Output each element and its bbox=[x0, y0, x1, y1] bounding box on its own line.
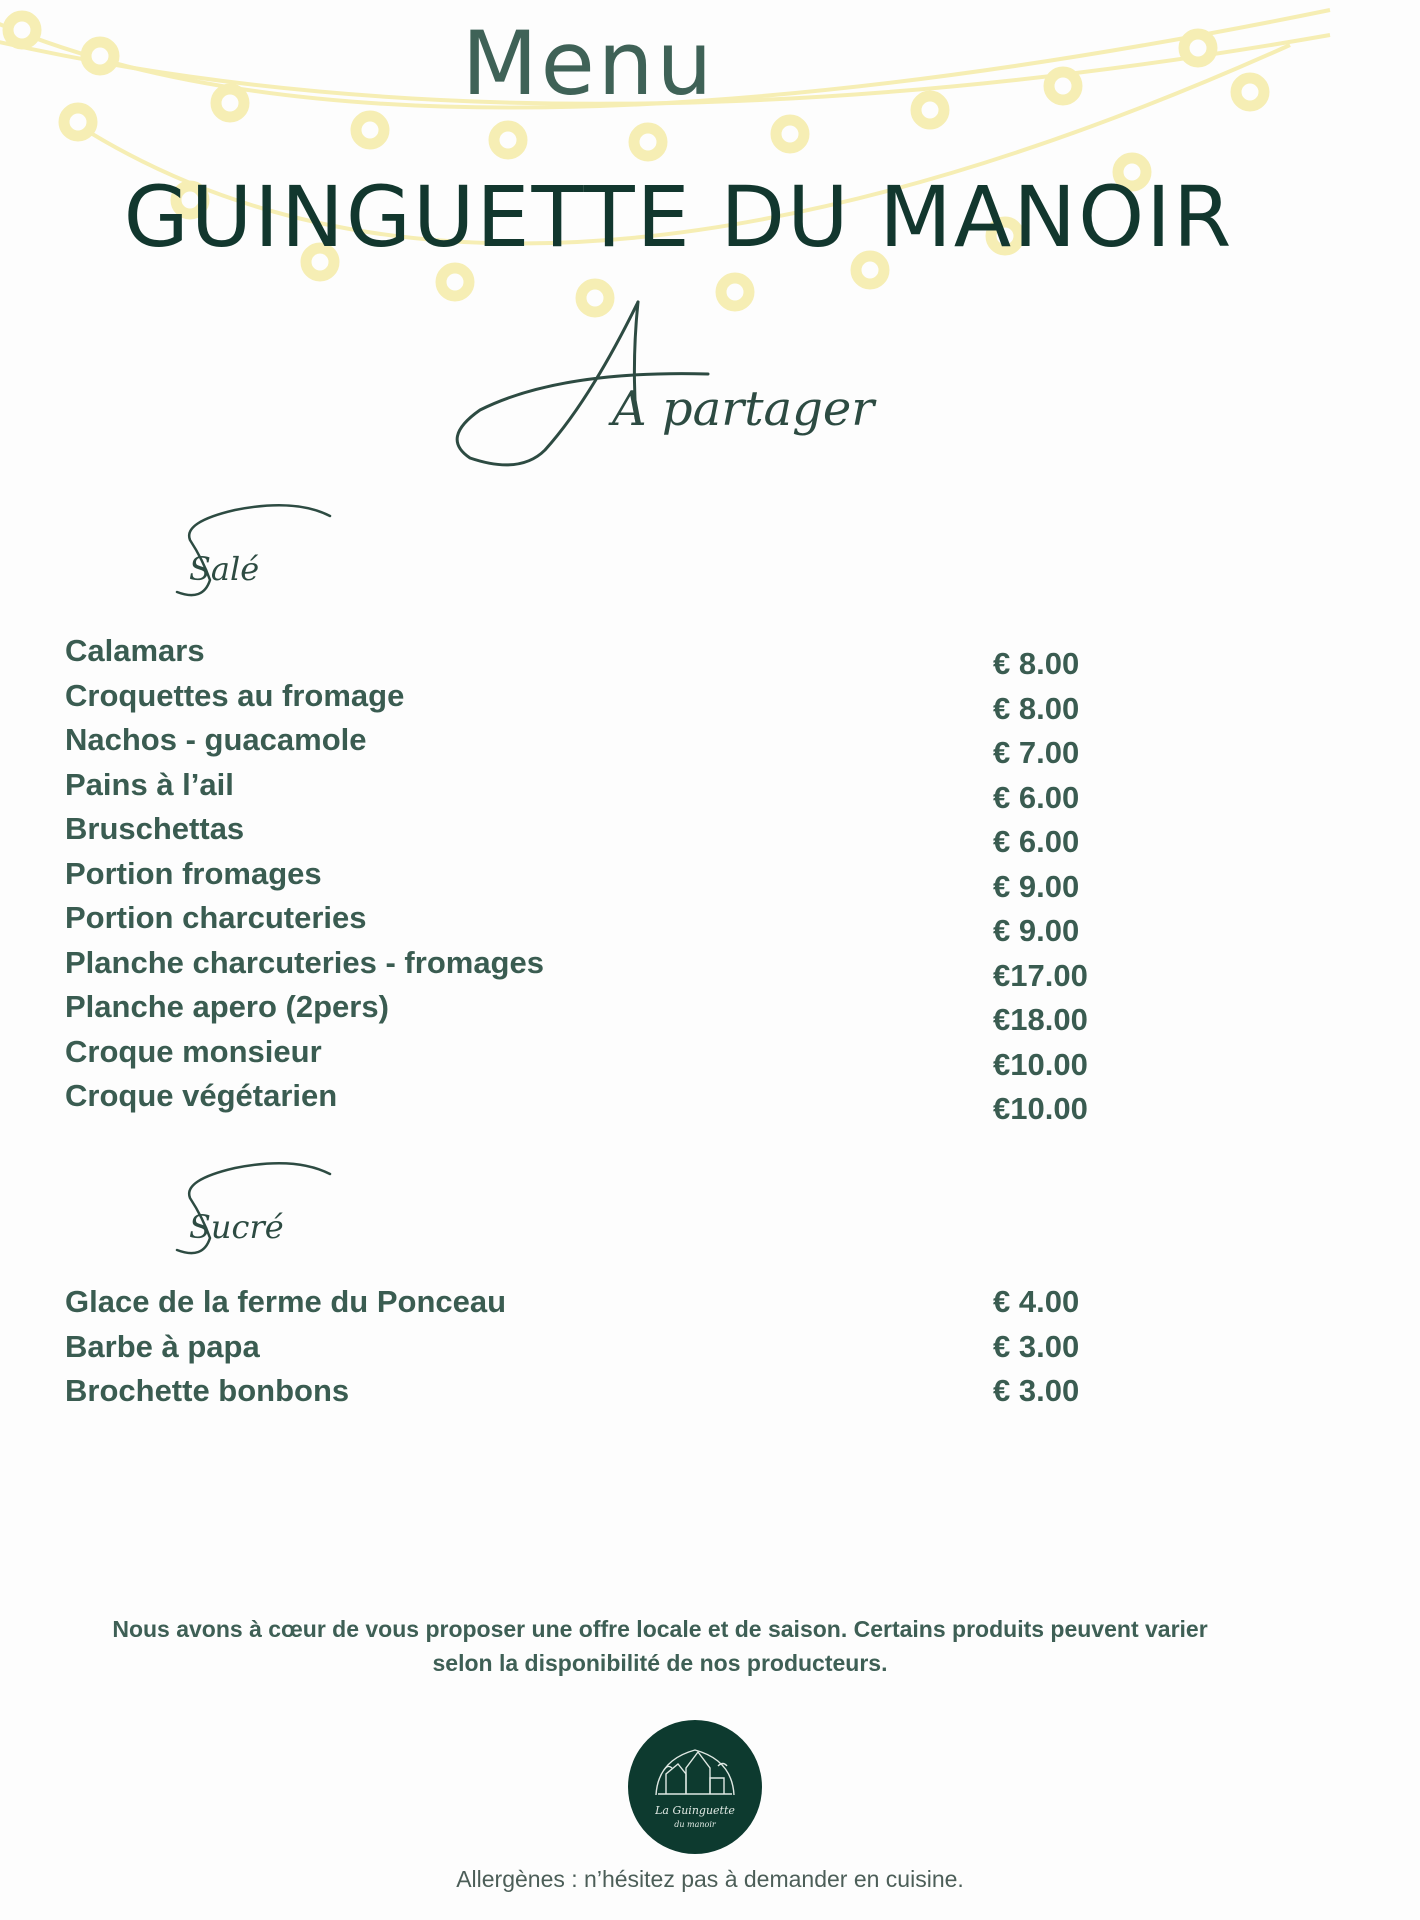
menu-item-row bbox=[65, 855, 1105, 904]
heading-sucre bbox=[175, 1158, 365, 1268]
allergens-note: Allergènes : n’hésitez pas à demander en cuisine. bbox=[456, 1866, 964, 1892]
heading-sale bbox=[175, 500, 345, 610]
menu-item-row bbox=[65, 944, 1105, 993]
menu-item-price: € 3.00 bbox=[993, 1328, 1080, 1364]
heading-sale-text: Salé bbox=[189, 550, 260, 588]
menu-item-name: Pains à l’ail bbox=[65, 766, 234, 802]
sucre-item-list bbox=[65, 1284, 1105, 1418]
menu-item-name: Bruschettas bbox=[65, 811, 245, 846]
menu-item-price: € 7.00 bbox=[993, 735, 1080, 770]
logo-line-2: du manoir bbox=[674, 1820, 716, 1829]
garland-bulb bbox=[494, 126, 522, 154]
garland-bulb bbox=[1184, 34, 1212, 62]
guinguette-logo bbox=[628, 1720, 762, 1854]
menu-item-name: Nachos - guacamole bbox=[65, 722, 367, 757]
menu-item-price: € 9.00 bbox=[993, 913, 1080, 948]
menu-item-row bbox=[65, 677, 1105, 726]
menu-item-row bbox=[65, 766, 1105, 815]
menu-item-name: Croque monsieur bbox=[65, 1033, 322, 1069]
menu-item-name: Barbe à papa bbox=[65, 1328, 260, 1364]
menu-item-price: € 9.00 bbox=[993, 868, 1080, 904]
menu-item-row bbox=[65, 1078, 1105, 1126]
menu-item-price: € 8.00 bbox=[993, 646, 1080, 681]
garland-bulb bbox=[1236, 78, 1264, 106]
menu-item-name: Portion fromages bbox=[65, 855, 322, 891]
menu-item-row bbox=[65, 900, 1105, 948]
menu-item-name: Planche apero (2pers) bbox=[65, 989, 389, 1024]
menu-item-name: Calamars bbox=[65, 633, 205, 668]
menu-item-price: € 6.00 bbox=[993, 779, 1080, 815]
sale-item-list bbox=[65, 633, 1105, 1126]
menu-item-row bbox=[65, 722, 1105, 770]
restaurant-name: GUINGUETTE DU MANOIR bbox=[123, 168, 1234, 266]
garland-bulb bbox=[776, 120, 804, 148]
menu-item-price: € 8.00 bbox=[993, 690, 1080, 726]
menu-item-row bbox=[65, 1329, 1105, 1374]
logo-line-1: La Guinguette bbox=[655, 1804, 735, 1817]
subtitle-a-partager bbox=[440, 290, 875, 470]
menu-item-name: Portion charcuteries bbox=[65, 900, 367, 935]
menu-item-row bbox=[65, 633, 1105, 681]
menu-item-row bbox=[65, 1033, 1105, 1082]
garland-bulb bbox=[634, 128, 662, 156]
menu-item-row bbox=[65, 989, 1105, 1037]
menu-item-name: Planche charcuteries - fromages bbox=[65, 944, 544, 980]
menu-item-price: €10.00 bbox=[993, 1091, 1088, 1126]
subtitle-text: A partager bbox=[612, 381, 875, 437]
menu-item-name: Brochette bonbons bbox=[65, 1373, 350, 1408]
notice-line-2: selon la disponibilité de nos producteurs. bbox=[432, 1650, 888, 1676]
menu-item-price: €18.00 bbox=[993, 1002, 1088, 1037]
heading-sucre-text: Sucré bbox=[189, 1208, 284, 1246]
menu-item-price: € 4.00 bbox=[993, 1284, 1080, 1319]
menu-item-name: Croquettes au fromage bbox=[65, 677, 405, 713]
garland-bulb bbox=[356, 116, 384, 144]
menu-item-price: €17.00 bbox=[993, 957, 1088, 993]
menu-item-row bbox=[65, 1373, 1105, 1418]
menu-title: Menu bbox=[461, 12, 716, 115]
menu-item-name: Croque végétarien bbox=[65, 1078, 338, 1113]
notice-line-1: Nous avons à cœur de vous proposer une offre locale et de saison. Certains produits peuvent varier bbox=[112, 1616, 1208, 1642]
local-produce-notice bbox=[90, 1612, 1230, 1680]
menu-item-price: € 3.00 bbox=[993, 1373, 1080, 1408]
menu-item-name: Glace de la ferme du Ponceau bbox=[65, 1284, 507, 1319]
menu-item-row bbox=[65, 811, 1105, 859]
menu-item-price: €10.00 bbox=[993, 1046, 1088, 1082]
menu-item-price: € 6.00 bbox=[993, 824, 1080, 859]
menu-item-row bbox=[65, 1284, 1105, 1329]
